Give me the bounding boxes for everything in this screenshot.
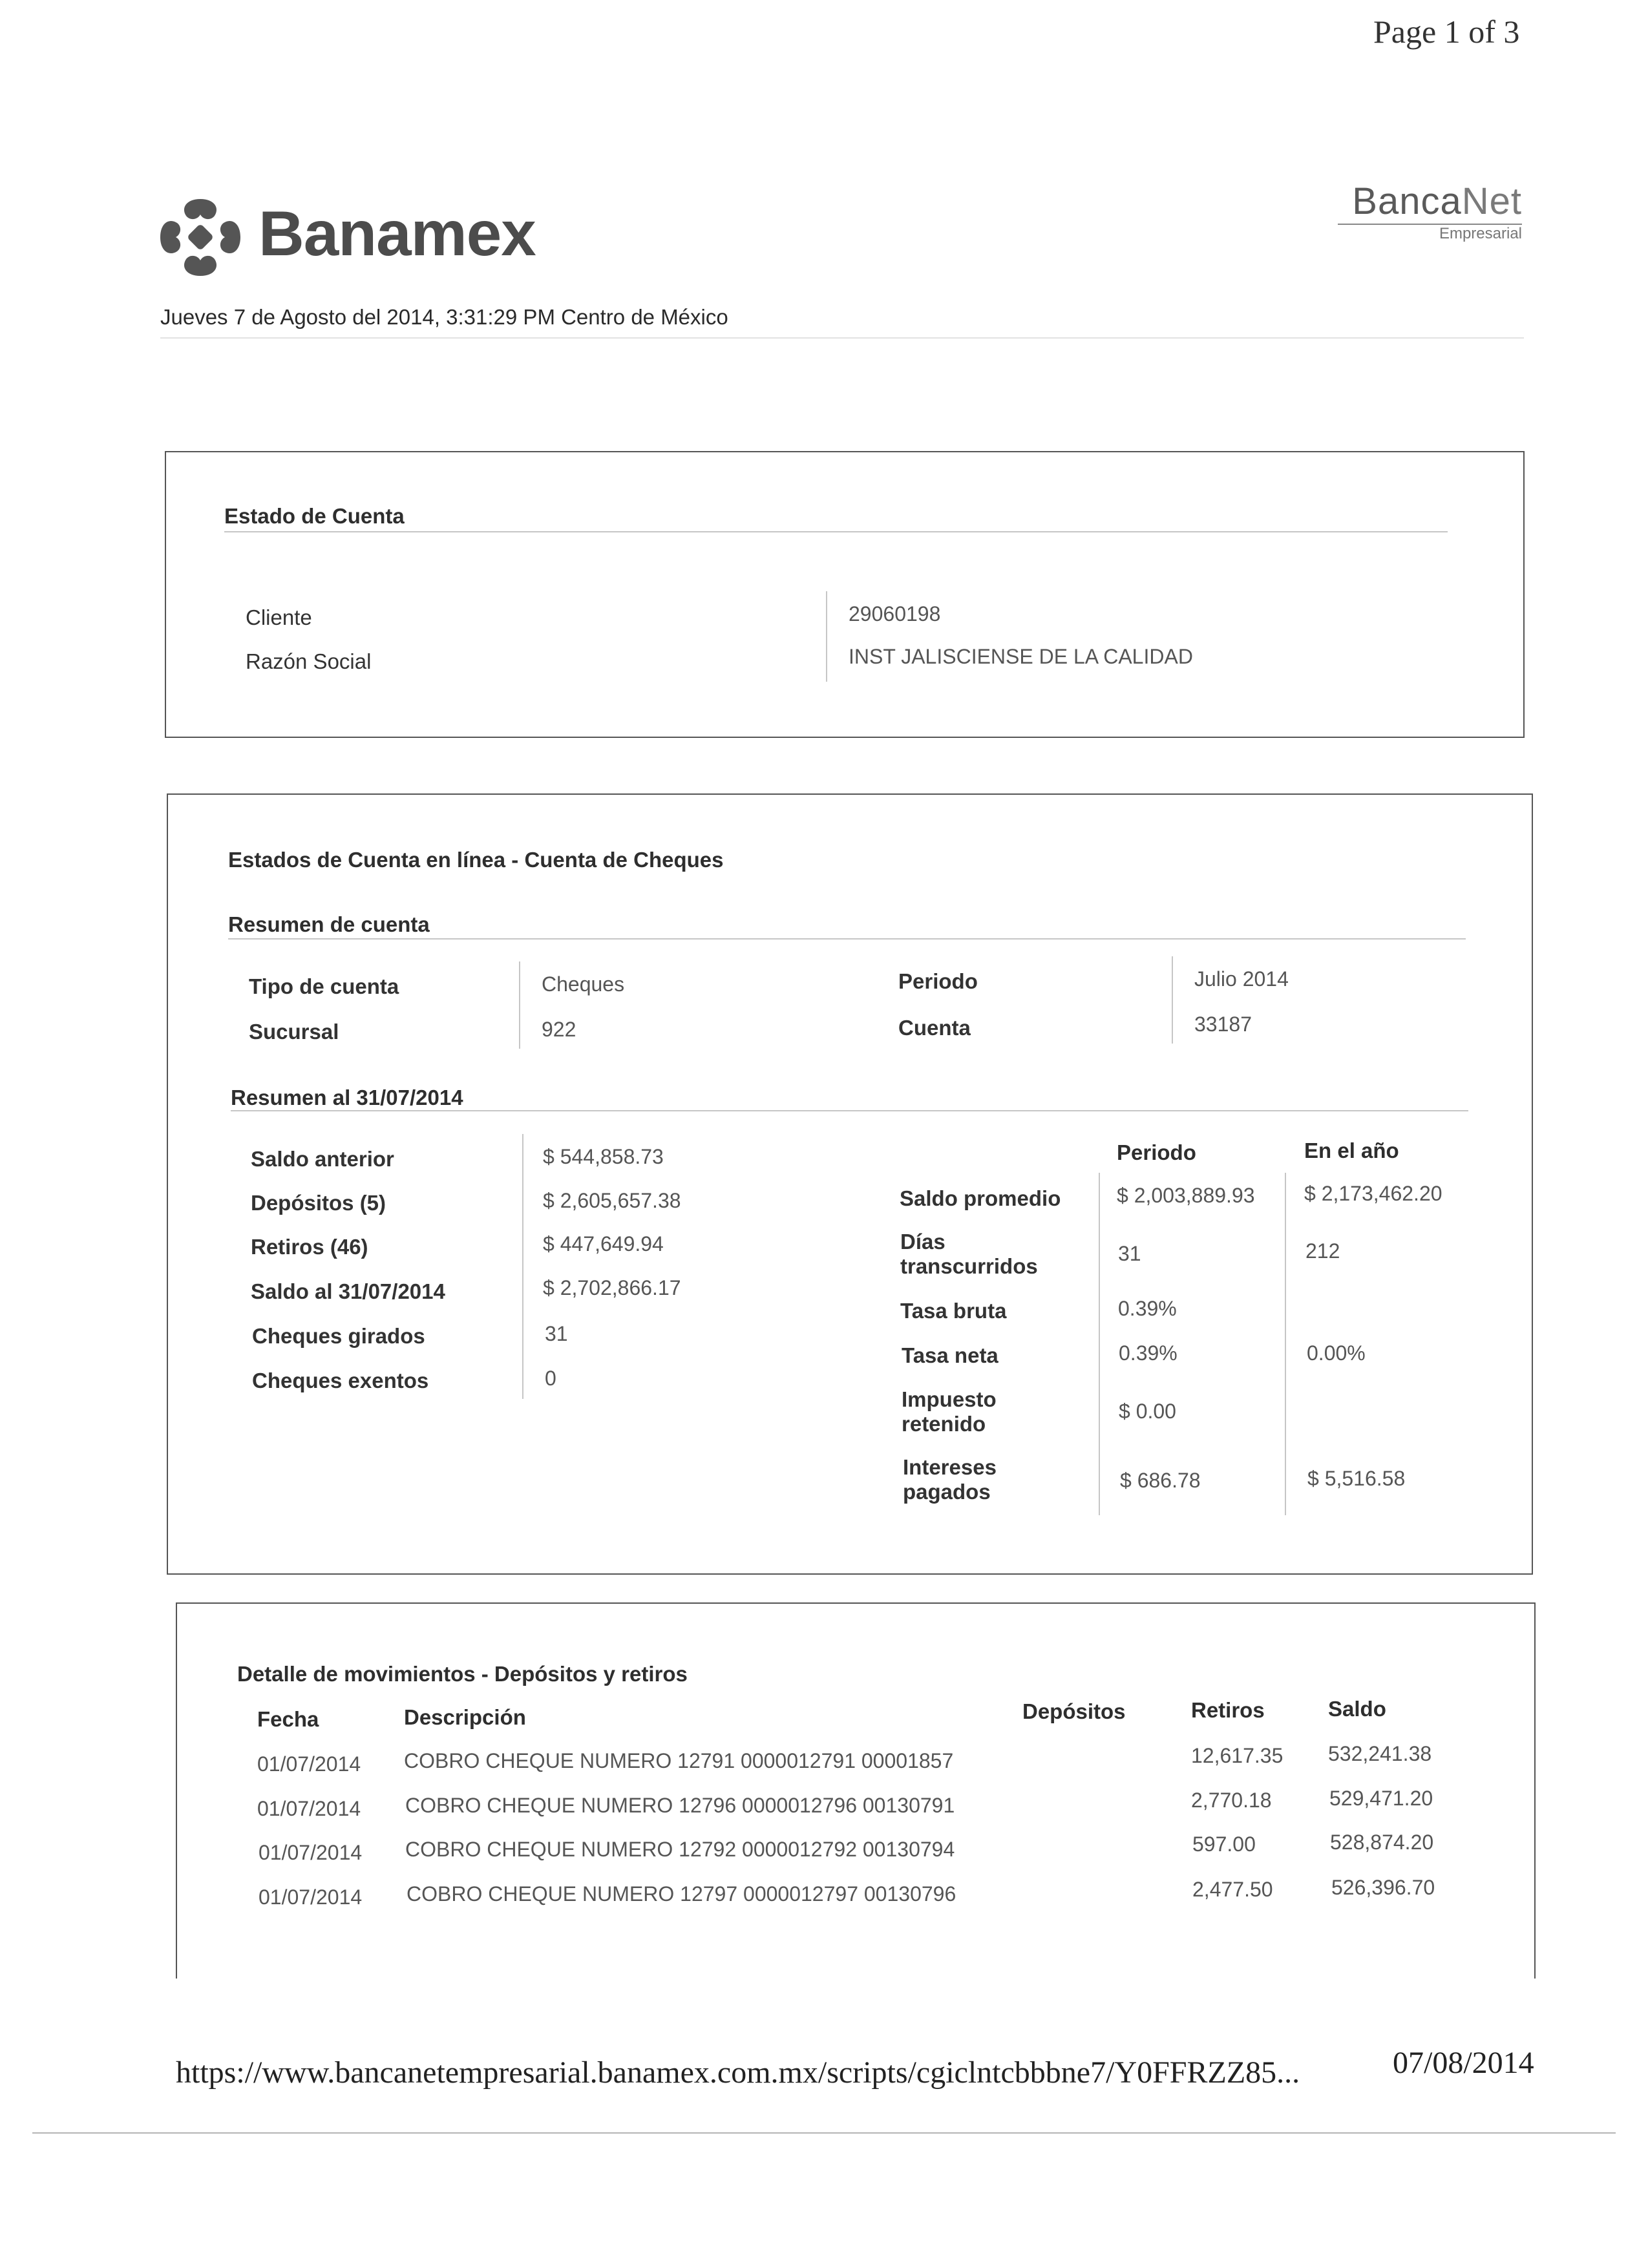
mov-row-4-retiros: 2,477.50	[1192, 1878, 1273, 1901]
bancanet-title-net: Net	[1461, 180, 1522, 222]
cuenta-value: 33187	[1194, 1013, 1252, 1036]
estado-cuenta-panel	[165, 451, 1525, 738]
tasa-neta-anio: 0.00%	[1307, 1341, 1366, 1365]
mov-row-4-fecha: 01/07/2014	[259, 1885, 363, 1909]
mov-row-3-retiros: 597.00	[1192, 1832, 1256, 1856]
mov-row-1-saldo: 532,241.38	[1328, 1742, 1432, 1765]
col-depositos-header: Depósitos	[1022, 1699, 1126, 1723]
resumen-al-rule	[231, 1110, 1468, 1111]
mov-row-2-descripcion: COBRO CHEQUE NUMERO 12796 0000012796 00130791	[405, 1794, 955, 1817]
periodo-label: Periodo	[898, 969, 978, 993]
mov-row-3-fecha: 01/07/2014	[259, 1841, 363, 1864]
col-saldo-header: Saldo	[1328, 1697, 1386, 1721]
bancanet-subtitle: Empresarial	[1439, 225, 1522, 242]
impuesto-retenido-label-line2: retenido	[902, 1412, 986, 1436]
mov-row-2-retiros: 2,770.18	[1191, 1789, 1272, 1812]
bancanet-logo	[1338, 181, 1522, 243]
col-fecha-header: Fecha	[257, 1707, 319, 1731]
mov-row-1-fecha: 01/07/2014	[257, 1752, 361, 1776]
cheques-girados-label: Cheques girados	[252, 1324, 425, 1348]
tasa-neta-label: Tasa neta	[902, 1343, 998, 1367]
impuesto-retenido-label-line1: Impuesto	[902, 1387, 997, 1411]
impuesto-retenido-label	[902, 1387, 997, 1436]
tipo-cuenta-value: Cheques	[542, 972, 625, 996]
dias-transcurridos-periodo: 31	[1118, 1242, 1141, 1265]
cuenta-label: Cuenta	[898, 1016, 971, 1040]
retiros-label: Retiros (46)	[251, 1235, 368, 1259]
page-url: https://www.bancanetempresarial.banamex.com.mx/scripts/cgiclntcbbbne7/Y0FFRZZ85...	[176, 2055, 1300, 2090]
cheques-girados-value: 31	[545, 1322, 568, 1345]
saldo-promedio-label: Saldo promedio	[900, 1186, 1061, 1210]
mov-row-3-saldo: 528,874.20	[1330, 1831, 1434, 1854]
dias-transcurridos-anio: 212	[1305, 1239, 1340, 1263]
dias-transcurridos-label-line1: Días	[900, 1230, 945, 1254]
bank-name-logo: Banamex	[259, 198, 536, 269]
page-number: Page 1 of 3	[1373, 14, 1520, 50]
mov-row-1-descripcion: COBRO CHEQUE NUMERO 12791 0000012791 00001857	[404, 1749, 954, 1772]
resumen-cuenta-title: Resumen de cuenta	[228, 912, 430, 936]
saldo-promedio-anio: $ 2,173,462.20	[1304, 1182, 1442, 1205]
estado-cuenta-rule	[224, 531, 1448, 532]
report-datetime: Jueves 7 de Agosto del 2014, 3:31:29 PM Centro de México	[160, 305, 728, 329]
movimientos-title: Detalle de movimientos - Depósitos y retiros	[237, 1662, 688, 1686]
intereses-pagados-label-line1: Intereses	[903, 1455, 997, 1479]
mov-row-4-descripcion: COBRO CHEQUE NUMERO 12797 0000012797 00130796	[407, 1882, 956, 1906]
bancanet-title-banca: Banca	[1352, 180, 1462, 222]
cheques-exentos-value: 0	[545, 1367, 556, 1390]
footer-divider	[32, 2132, 1616, 2134]
intereses-pagados-periodo: $ 686.78	[1120, 1469, 1201, 1492]
saldo-promedio-periodo: $ 2,003,889.93	[1117, 1184, 1255, 1207]
dias-transcurridos-label	[900, 1230, 1038, 1279]
tasa-neta-periodo: 0.39%	[1119, 1341, 1178, 1365]
col-periodo-header: Periodo	[1117, 1140, 1196, 1164]
tasa-bruta-label: Tasa bruta	[900, 1299, 1007, 1323]
saldo-al-label: Saldo al 31/07/2014	[251, 1279, 445, 1303]
saldo-anterior-value: $ 544,858.73	[543, 1145, 664, 1168]
mov-row-2-saldo: 529,471.20	[1329, 1787, 1433, 1810]
cuenta-cheques-title: Estados de Cuenta en línea - Cuenta de Cheques	[228, 848, 724, 872]
dias-transcurridos-label-line2: transcurridos	[900, 1254, 1038, 1278]
col-retiros-header: Retiros	[1191, 1698, 1265, 1722]
depositos-label: Depósitos (5)	[251, 1191, 386, 1215]
resumen-cuenta-rule	[228, 938, 1466, 940]
resumen-al-title: Resumen al 31/07/2014	[231, 1086, 463, 1109]
mov-row-4-saldo: 526,396.70	[1331, 1876, 1435, 1899]
banamex-logo-icon	[155, 194, 246, 281]
mov-row-2-fecha: 01/07/2014	[257, 1797, 361, 1820]
saldo-al-value: $ 2,702,866.17	[543, 1276, 681, 1299]
intereses-pagados-label	[903, 1455, 997, 1504]
right-summary-divider-2	[1285, 1173, 1286, 1515]
estado-cuenta-title: Estado de Cuenta	[224, 504, 405, 528]
cliente-value: 29060198	[849, 602, 941, 625]
print-date: 07/08/2014	[1393, 2046, 1534, 2080]
right-summary-divider-1	[1099, 1173, 1100, 1515]
tasa-bruta-periodo: 0.39%	[1118, 1297, 1177, 1320]
header-divider	[160, 337, 1524, 339]
razon-social-value: INST JALISCIENSE DE LA CALIDAD	[849, 645, 1193, 668]
intereses-pagados-anio: $ 5,516.58	[1307, 1467, 1406, 1490]
col-descripcion-header: Descripción	[404, 1705, 526, 1729]
saldo-anterior-label: Saldo anterior	[251, 1147, 394, 1171]
col-anio-header: En el año	[1304, 1139, 1399, 1162]
tipo-cuenta-label: Tipo de cuenta	[249, 974, 399, 998]
cliente-label: Cliente	[246, 605, 312, 629]
resumen-divider-1	[519, 961, 520, 1049]
sucursal-label: Sucursal	[249, 1020, 339, 1044]
sucursal-value: 922	[542, 1018, 576, 1041]
mov-row-3-descripcion: COBRO CHEQUE NUMERO 12792 0000012792 00130794	[405, 1838, 955, 1861]
cheques-exentos-label: Cheques exentos	[252, 1369, 429, 1392]
retiros-value: $ 447,649.94	[543, 1232, 664, 1255]
resumen-divider-2	[1172, 956, 1173, 1044]
left-summary-divider	[522, 1134, 523, 1399]
impuesto-retenido-periodo: $ 0.00	[1119, 1400, 1176, 1423]
depositos-value: $ 2,605,657.38	[543, 1189, 681, 1212]
intereses-pagados-label-line2: pagados	[903, 1480, 991, 1504]
razon-social-label: Razón Social	[246, 649, 372, 673]
periodo-value: Julio 2014	[1194, 967, 1289, 991]
estado-cuenta-divider	[826, 591, 827, 682]
mov-row-1-retiros: 12,617.35	[1191, 1744, 1284, 1767]
